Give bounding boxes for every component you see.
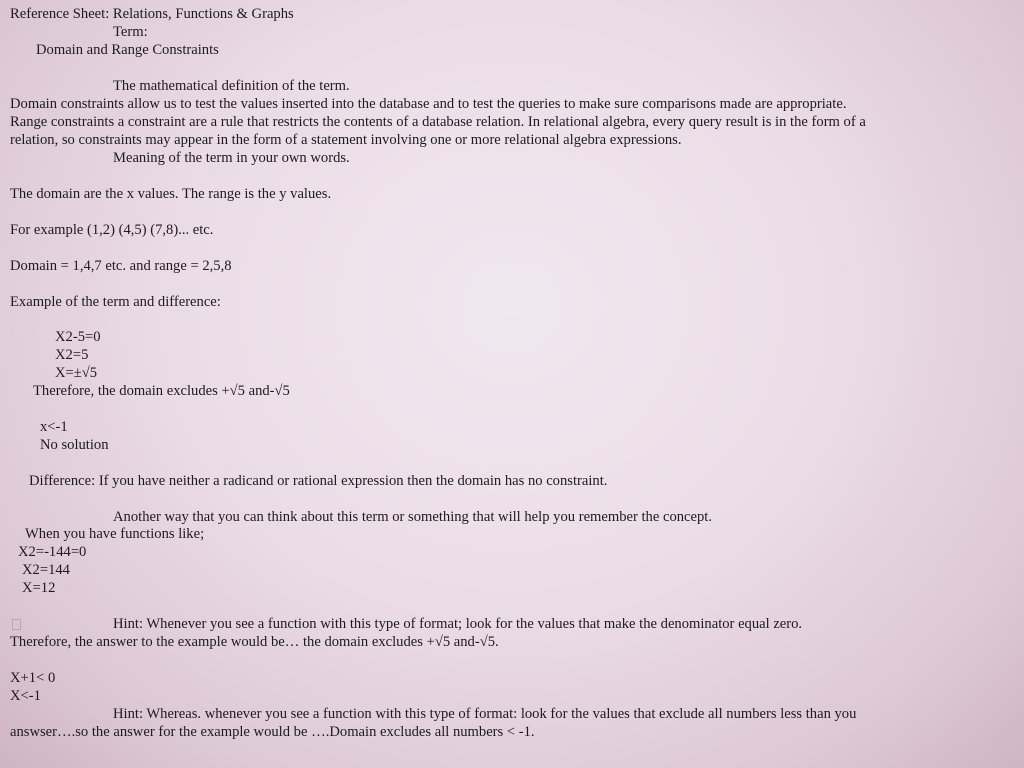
- difference-text: Difference: If you have neither a radicand or rational expression then the domain has no constraint.: [29, 473, 608, 489]
- own-words-line: For example (1,2) (4,5) (7,8)... etc.: [10, 222, 214, 238]
- math-definition-heading: The mathematical definition of the term.: [113, 78, 350, 94]
- example-step: X2-5=0: [55, 329, 101, 345]
- hint-one-answer: Therefore, the answer to the example would be… the domain excludes +√5 and-√5.: [10, 634, 499, 650]
- page-title: Reference Sheet: Relations, Functions & Graphs: [10, 6, 294, 22]
- hint-one: Hint: Whenever you see a function with this type of format; look for the values that make the denominator equal zero.: [113, 616, 803, 632]
- function-step: X2=-144=0: [18, 544, 87, 560]
- inequality-two-line: X<-1: [10, 688, 41, 704]
- definition-line: Range constraints a constraint are a rule that restricts the contents of a database relation. In relational algebra, every query result is in the form of a: [10, 114, 866, 130]
- definition-line: Domain constraints allow us to test the values inserted into the database and to test the queries to make sure comparisons made are appropriate.: [10, 96, 847, 112]
- example-conclusion: Therefore, the domain excludes +√5 and-√5: [33, 383, 290, 399]
- term-value: Domain and Range Constraints: [36, 42, 219, 58]
- function-step: X=12: [22, 580, 56, 596]
- inequality-line: No solution: [40, 437, 109, 453]
- function-step: X2=144: [22, 562, 70, 578]
- definition-line: relation, so constraints may appear in the form of a statement involving one or more relational algebra expressions.: [10, 132, 682, 148]
- example-step: X2=5: [55, 347, 89, 363]
- inequality-line: x<-1: [40, 419, 68, 435]
- own-words-line: The domain are the x values. The range is the y values.: [10, 186, 332, 202]
- term-label: Term:: [113, 24, 148, 40]
- functions-intro: When you have functions like;: [25, 526, 205, 542]
- example-step: X=±√5: [55, 365, 98, 381]
- hint-two: answser….so the answer for the example would be ….Domain excludes all numbers < -1.: [10, 724, 535, 740]
- inequality-two-line: X+1< 0: [10, 670, 56, 686]
- own-words-line: Domain = 1,4,7 etc. and range = 2,5,8: [10, 258, 232, 274]
- another-way-heading: Another way that you can think about this term or something that will help you remember the concept.: [113, 509, 713, 525]
- hint-two: Hint: Whereas. whenever you see a function with this type of format: look for the values that exclude all numbers less than you: [113, 706, 857, 722]
- own-words-heading: Meaning of the term in your own words.: [113, 150, 350, 166]
- bullet-box-icon: [12, 615, 21, 633]
- example-heading: Example of the term and difference:: [10, 294, 221, 310]
